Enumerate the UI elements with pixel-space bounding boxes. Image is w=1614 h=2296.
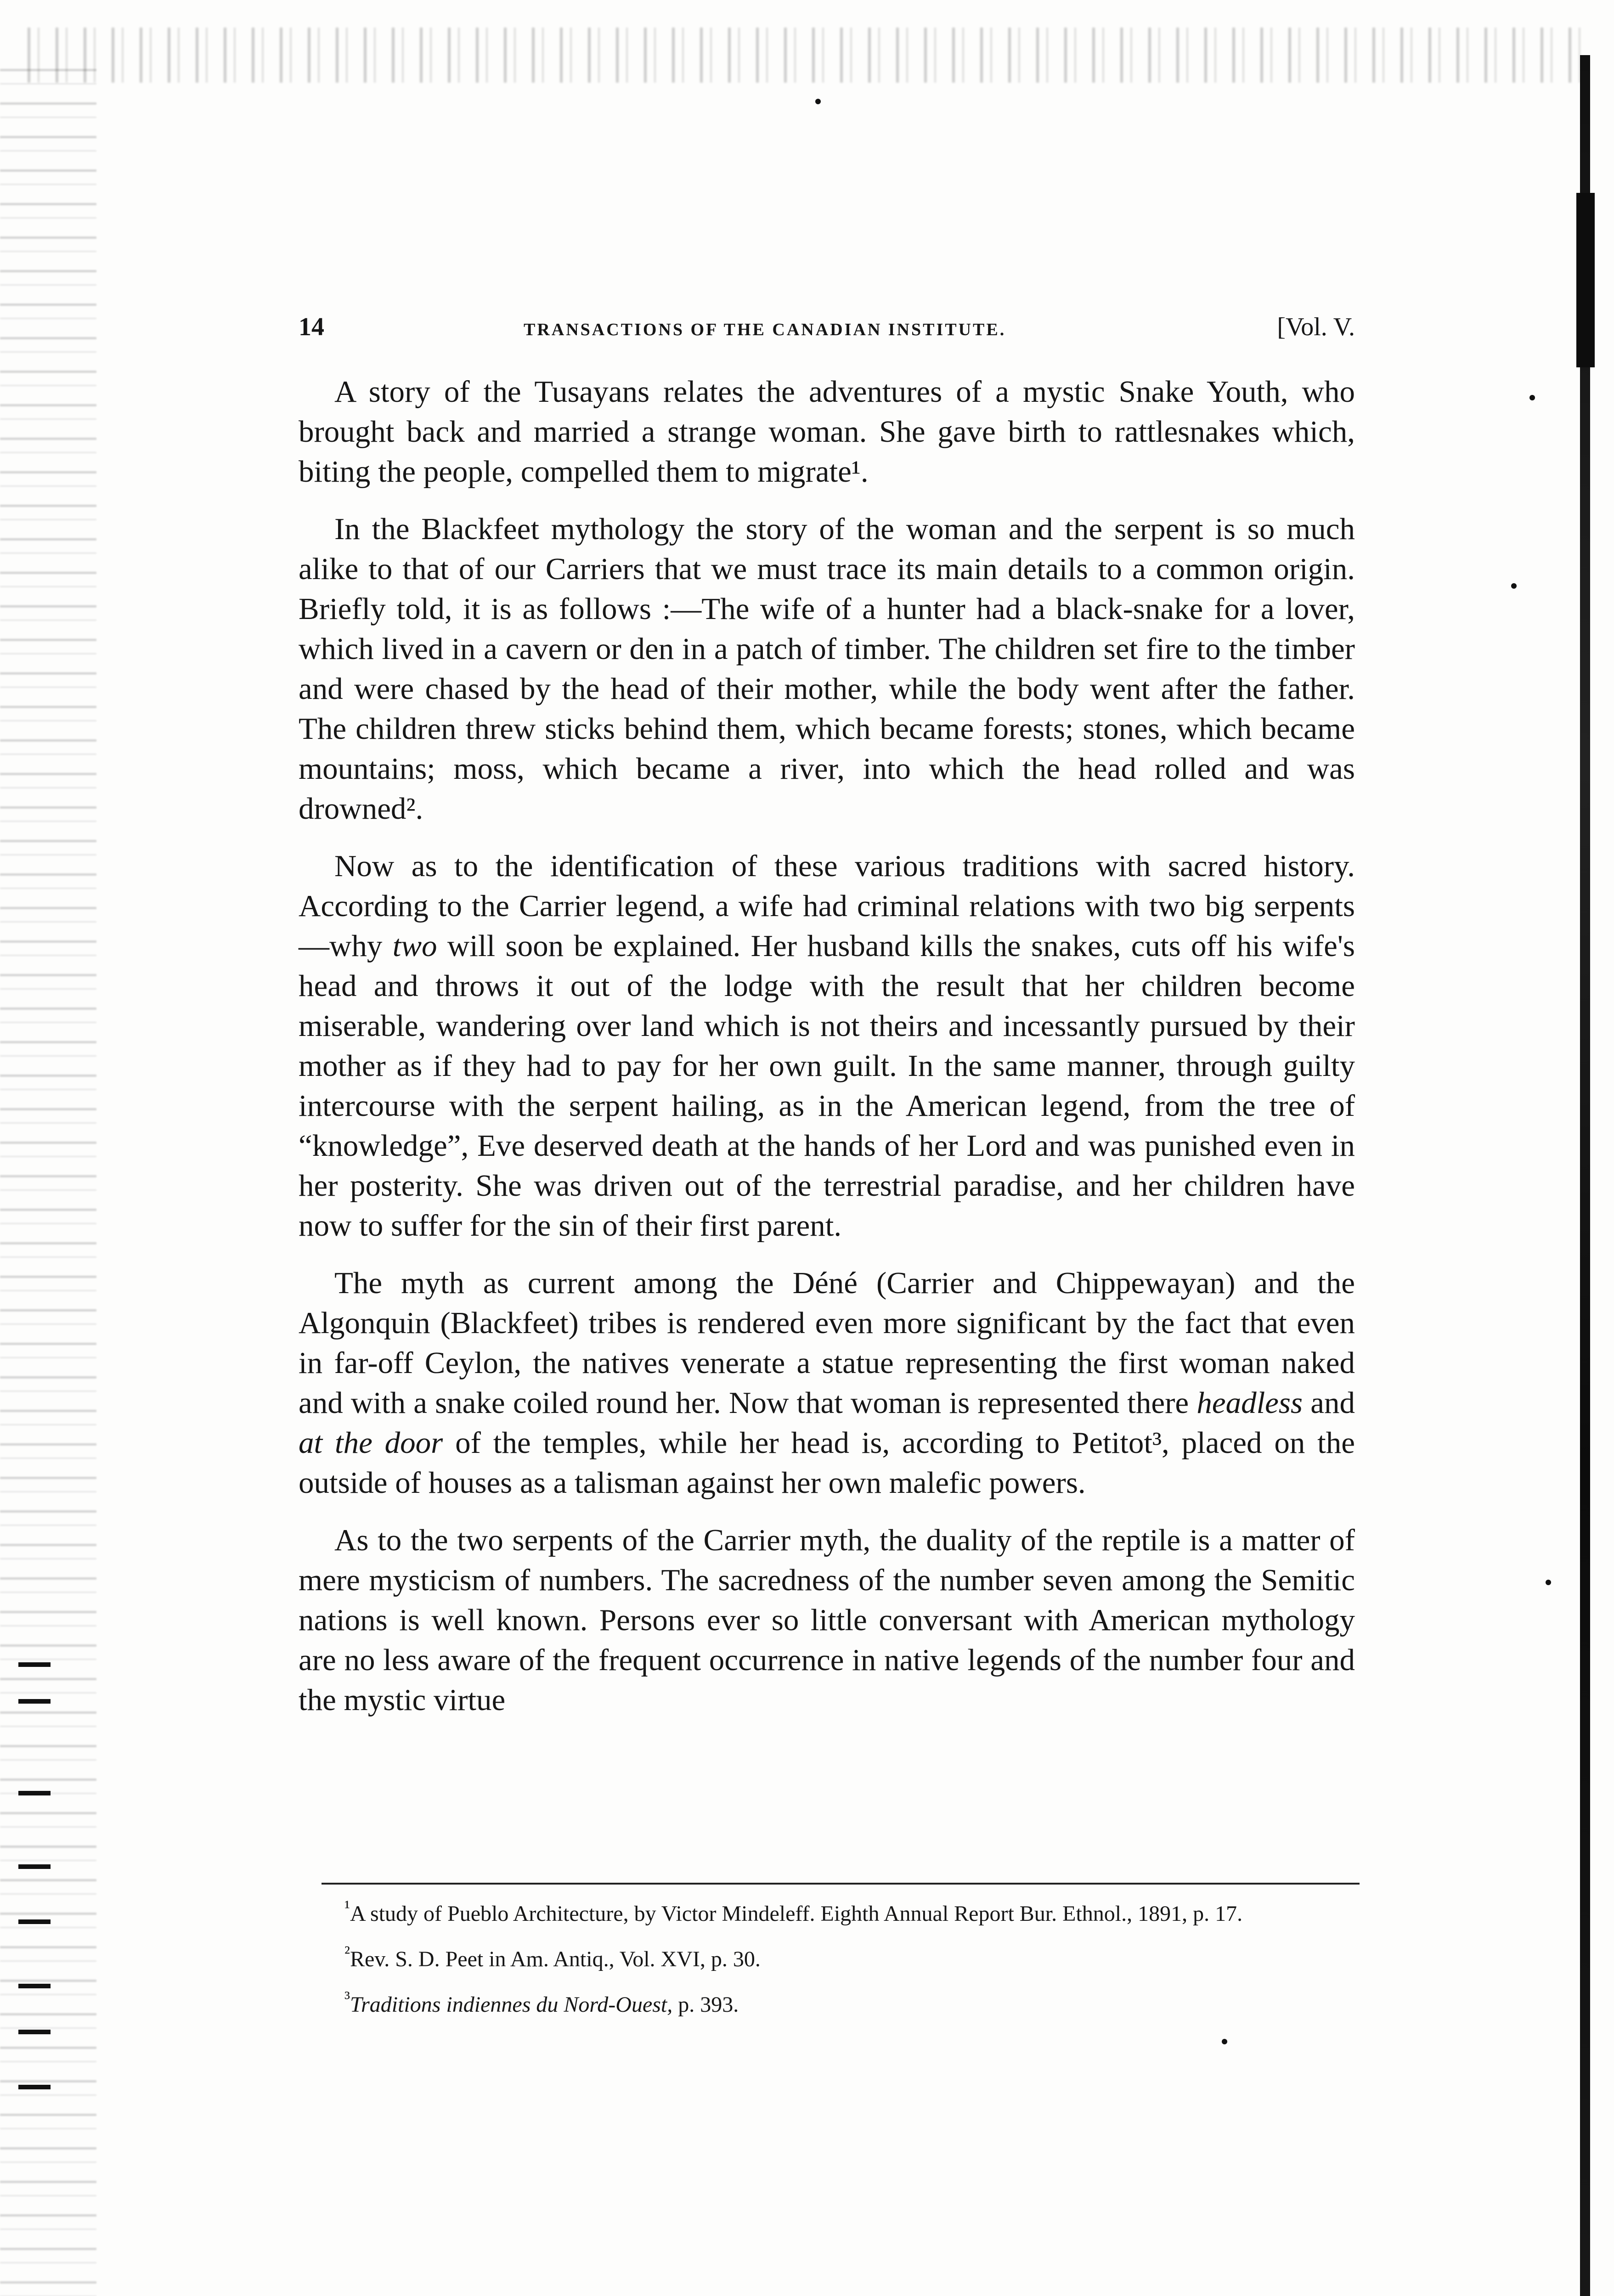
footnotes xyxy=(317,1892,1360,2028)
footnote-mark: ³ xyxy=(344,1987,350,2008)
body-text xyxy=(299,372,1355,1738)
footnote-title: Traditions indiennes du Nord-Ouest, xyxy=(350,1992,673,2017)
footnote-text: A study of Pueblo Architecture, by Victor Mindeleff. Eighth Annual Report Bur. Ethnol., 1891, p. 17. xyxy=(350,1902,1243,1926)
scan-noise-left-edge xyxy=(0,69,96,2296)
paragraph-text: The myth as current among the Déné (Carrier and Chippewayan) and the Algonquin (Blackfeet) tribes is rendered even more significant by the fact that even in far-off Ceylon, the natives venerate a statue representing the first woman naked and with a snake coiled round her. Now that woman is represented there xyxy=(299,1266,1355,1420)
running-title: TRANSACTIONS OF THE CANADIAN INSTITUTE. xyxy=(524,320,1006,339)
running-head xyxy=(299,312,1355,349)
scan-speck xyxy=(1222,2039,1227,2044)
paragraph-tusayans: A story of the Tusayans relates the adventures of a mystic Snake Youth, who brought back and married a strange woman. She gave birth to rattlesnakes which, biting the people, compelled them to migrate¹. xyxy=(299,375,1355,489)
page-number: 14 xyxy=(299,313,324,341)
footnote-3 xyxy=(317,1983,1360,2020)
footnote-text: p. 393. xyxy=(678,1992,739,2017)
scan-speck xyxy=(1529,395,1535,400)
italic-two: two xyxy=(392,929,437,963)
footnote-rule xyxy=(322,1883,1360,1885)
scan-noise-top xyxy=(28,28,1589,83)
footnote-1 xyxy=(317,1892,1360,1929)
footnote-2 xyxy=(317,1937,1360,1975)
scan-binding-shadow xyxy=(1580,55,1590,2296)
footnote-text: Rev. S. D. Peet in Am. Antiq., Vol. XVI, p. 30. xyxy=(350,1947,761,1971)
scan-speck xyxy=(1511,583,1517,589)
scan-speck xyxy=(1546,1580,1551,1585)
scan-binding-shadow-thick xyxy=(1576,193,1595,367)
footnote-mark: ¹ xyxy=(344,1896,350,1917)
italic-at-the-door: at the door xyxy=(299,1426,443,1460)
paragraph-text: Now as to the identification of these various traditions with sacred history. According to the Carrier legend, a wife had criminal relations with two big serpents—why xyxy=(299,849,1355,963)
italic-headless: headless xyxy=(1196,1386,1303,1420)
footnote-mark: ² xyxy=(344,1942,350,1963)
paragraph-text: of the temples, while her head is, according to Petitot³, placed on the outside of houses as a talisman against her own malefic powers. xyxy=(299,1426,1355,1500)
paragraph-text: will soon be explained. Her husband kills the snakes, cuts off his wife's head and throws it out of the lodge with the result that her children become miserable, wandering over land which is not theirs and incessantly pursued by their mother as if they had to pay for her own guilt. In the same manner, through guilty intercourse with the serpent hailing, as in the American legend, from the tree of “knowledge”, Eve deserved death at the hands of her Lord and was punished even in her posterity. She was driven out of the terrestrial paradise, and her children have now to suffer for the sin of their first parent. xyxy=(299,929,1355,1243)
paragraph-text: and xyxy=(1310,1386,1355,1420)
paragraph-dene-myth xyxy=(299,1263,1355,1503)
paragraph-blackfeet: In the Blackfeet mythology the story of the woman and the serpent is so much alike to that of our Carriers that we must trace its main details to a common origin. Briefly told, it is as follows :—The wife of a hunter had a black-snake for a lover, which lived in a cavern or den in a patch of timber. The children set fire to the timber and were chased by the head of their mother, while the body went after the father. The children threw sticks behind them, which became forests; stones, which became mountains; moss, which became a river, into which the head rolled and was drowned². xyxy=(299,512,1355,826)
scan-speck xyxy=(815,99,821,104)
paragraph-identification xyxy=(299,846,1355,1246)
paragraph-two-serpents: As to the two serpents of the Carrier myth, the duality of the reptile is a matter of mere mysticism of numbers. The sacredness of the number seven among the Semitic nations is well known. Persons ever so little conversant with American mythology are no less aware of the frequent occurrence in native legends of the number four and the mystic virtue xyxy=(299,1523,1355,1717)
volume-label: [Vol. V. xyxy=(1277,313,1355,341)
